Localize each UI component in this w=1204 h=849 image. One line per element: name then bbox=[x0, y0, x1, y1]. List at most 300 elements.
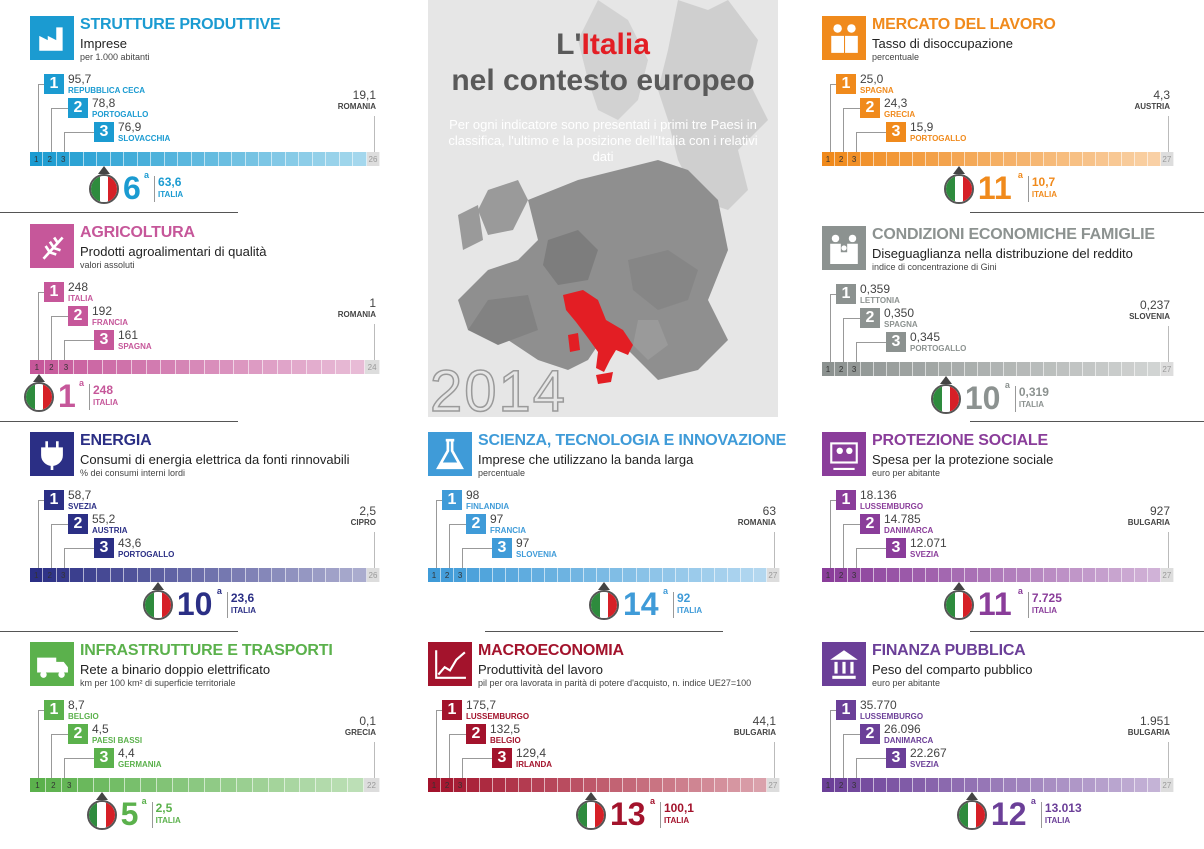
ranking-cell bbox=[545, 568, 558, 582]
ranking-cell: 2 bbox=[45, 360, 60, 374]
panel-title: CONDIZIONI ECONOMICHE FAMIGLIE bbox=[872, 226, 1155, 243]
last-rank-entry bbox=[276, 504, 376, 527]
ranking-cell bbox=[558, 568, 571, 582]
rank-number: 1 bbox=[836, 284, 856, 304]
italy-rank: 12 bbox=[990, 796, 1027, 832]
ranking-cell bbox=[70, 152, 83, 166]
ranking-cell bbox=[952, 362, 965, 376]
italy-rank-suffix: a bbox=[649, 796, 655, 806]
rank-entry-3 bbox=[94, 748, 294, 772]
rank-connector bbox=[38, 292, 44, 360]
panel-unit: % dei consumi interni lordi bbox=[80, 468, 186, 478]
ranking-cell bbox=[138, 152, 151, 166]
rank-entry-1 bbox=[44, 282, 244, 306]
ranking-cell bbox=[351, 360, 366, 374]
ranking-cell bbox=[913, 778, 926, 792]
rank-entry-1 bbox=[442, 700, 642, 724]
rank-entry-2 bbox=[68, 98, 268, 122]
ranking-cell bbox=[584, 778, 597, 792]
ranking-cell: 27 bbox=[767, 568, 780, 582]
ranking-cell bbox=[1122, 152, 1135, 166]
divider bbox=[1015, 386, 1016, 412]
last-connector bbox=[1168, 116, 1169, 152]
indicator-panel-energia bbox=[30, 432, 380, 632]
rank-number: 2 bbox=[68, 98, 88, 118]
family-icon bbox=[822, 226, 866, 270]
ranking-cell bbox=[1122, 362, 1135, 376]
ranking-cell bbox=[637, 568, 650, 582]
indicator-panel-scienza bbox=[428, 432, 787, 632]
ranking-cell: 24 bbox=[365, 360, 380, 374]
rank-number: 2 bbox=[466, 514, 486, 534]
rank-number: 3 bbox=[492, 538, 512, 558]
last-rank-entry bbox=[1070, 714, 1170, 737]
factory-icon bbox=[30, 16, 74, 60]
ranking-cell bbox=[173, 778, 189, 792]
italy-rank-suffix: a bbox=[1017, 586, 1023, 596]
ranking-cell bbox=[124, 568, 137, 582]
italy-rank-suffix: a bbox=[1030, 796, 1036, 806]
rank-number: 3 bbox=[886, 122, 906, 142]
rank-entry-2 bbox=[68, 724, 268, 748]
rank-country: SLOVACCHIA bbox=[118, 134, 171, 143]
ranking-cell bbox=[151, 568, 164, 582]
ranking-cell bbox=[861, 152, 874, 166]
ranking-cell bbox=[1031, 778, 1044, 792]
ranking-cell bbox=[900, 778, 913, 792]
italy-rank: 14 bbox=[623, 586, 659, 622]
ranking-cell bbox=[1070, 778, 1083, 792]
ranking-cell bbox=[336, 360, 351, 374]
ranking-cell bbox=[1044, 778, 1057, 792]
ranking-cell bbox=[689, 778, 702, 792]
italy-flag-icon bbox=[24, 382, 54, 412]
ranking-cell: 27 bbox=[1161, 362, 1174, 376]
ranking-cell: 2 bbox=[441, 778, 454, 792]
last-value: 44,1 bbox=[752, 714, 776, 728]
rank-country: SVEZIA bbox=[910, 550, 939, 559]
italy-value: 0,319 bbox=[1018, 385, 1049, 399]
last-connector bbox=[1168, 742, 1169, 778]
ranking-cell bbox=[506, 568, 519, 582]
rank-entry-1 bbox=[44, 700, 244, 724]
ranking-cell bbox=[1070, 152, 1083, 166]
ranking-cell: 3 bbox=[848, 152, 861, 166]
ranking-cell bbox=[1031, 362, 1044, 376]
rank-number: 1 bbox=[442, 700, 462, 720]
rank-country: PORTOGALLO bbox=[118, 550, 175, 559]
last-connector bbox=[374, 742, 375, 778]
ranking-cell bbox=[353, 568, 366, 582]
rank-number: 2 bbox=[860, 514, 880, 534]
italy-label: ITALIA bbox=[155, 816, 181, 825]
italy-position bbox=[24, 376, 244, 416]
ranking-cell: 2 bbox=[46, 778, 62, 792]
ranking-cell bbox=[176, 360, 191, 374]
ranking-cell: 3 bbox=[62, 778, 78, 792]
ranking-cell bbox=[965, 152, 978, 166]
ranking-cell bbox=[299, 152, 312, 166]
last-country: ROMANIA bbox=[737, 518, 776, 527]
ranking-cell bbox=[1031, 568, 1044, 582]
ranking-cell bbox=[887, 568, 900, 582]
ranking-cell: 3 bbox=[454, 568, 467, 582]
ranking-cell bbox=[219, 152, 232, 166]
separator bbox=[970, 212, 1204, 213]
rank-entry-1 bbox=[44, 490, 244, 514]
ranking-cell bbox=[978, 152, 991, 166]
last-rank-entry bbox=[676, 504, 776, 527]
ranking-cell: 3 bbox=[454, 778, 467, 792]
italy-rank: 10 bbox=[176, 586, 213, 622]
separator bbox=[970, 631, 1204, 632]
ranking-bar bbox=[428, 568, 780, 582]
rank-country: SPAGNA bbox=[860, 86, 894, 95]
rank-value: 78,8 bbox=[92, 96, 116, 110]
ranking-cell bbox=[292, 360, 307, 374]
rank-connector bbox=[856, 548, 886, 568]
rank-country: SPAGNA bbox=[884, 320, 918, 329]
ranking-bar bbox=[822, 778, 1174, 792]
rank-country: LUSSEMBURGO bbox=[860, 712, 924, 721]
italy-position bbox=[143, 584, 363, 624]
rank-country: SVEZIA bbox=[68, 502, 97, 511]
rank-number: 3 bbox=[94, 122, 114, 142]
panel-unit: pil per ora lavorata in parità di potere d'acquisto, n. indice UE27=100 bbox=[478, 678, 752, 688]
panel-subtitle: Imprese bbox=[80, 36, 127, 51]
ranking-cell bbox=[991, 362, 1004, 376]
panel-subtitle: Imprese che utilizzano la banda larga bbox=[478, 452, 694, 467]
ranking-cell bbox=[94, 778, 110, 792]
divider bbox=[1028, 592, 1029, 618]
ranking-cell bbox=[285, 778, 301, 792]
ranking-cell bbox=[132, 360, 147, 374]
ranking-cell bbox=[300, 778, 316, 792]
rank-value: 161 bbox=[118, 328, 139, 342]
ranking-cell bbox=[316, 778, 332, 792]
ranking-cell bbox=[610, 778, 623, 792]
last-country: CIPRO bbox=[350, 518, 376, 527]
ranking-cell: 2 bbox=[835, 568, 848, 582]
rank-value: 76,9 bbox=[118, 120, 142, 134]
rank-country: AUSTRIA bbox=[92, 526, 128, 535]
pointer-icon bbox=[33, 374, 45, 382]
last-country: BULGARIA bbox=[1127, 728, 1170, 737]
ranking-cell bbox=[663, 778, 676, 792]
ranking-cell: 2 bbox=[441, 568, 454, 582]
rank-entry-1 bbox=[836, 490, 1036, 514]
rank-number: 1 bbox=[836, 490, 856, 510]
rank-connector bbox=[64, 548, 94, 568]
ranking-bar bbox=[428, 778, 780, 792]
italy-label: ITALIA bbox=[1031, 606, 1058, 615]
rank-connector bbox=[38, 710, 44, 778]
ranking-cell bbox=[913, 568, 926, 582]
rank-country: REPUBBLICA CECA bbox=[68, 86, 146, 95]
rank-value: 22.267 bbox=[910, 746, 947, 760]
panel-subtitle: Rete a binario doppio elettrificato bbox=[80, 662, 271, 677]
ranking-cell bbox=[874, 568, 887, 582]
ranking-cell bbox=[205, 568, 218, 582]
ranking-cell bbox=[900, 362, 913, 376]
year-label: 2014 bbox=[430, 359, 568, 417]
ranking-cell bbox=[1109, 362, 1122, 376]
ranking-cell bbox=[117, 360, 132, 374]
ranking-cell bbox=[926, 778, 939, 792]
title-prefix: L' bbox=[556, 28, 582, 61]
italy-rank: 1 bbox=[58, 378, 76, 414]
ranking-cell bbox=[1122, 568, 1135, 582]
ranking-cell bbox=[676, 778, 689, 792]
ranking-cell bbox=[1031, 152, 1044, 166]
rank-connector bbox=[856, 758, 886, 778]
ranking-cell: 26 bbox=[367, 152, 380, 166]
panel-title: INFRASTRUTTURE E TRASPORTI bbox=[80, 642, 333, 659]
italy-flag-icon bbox=[576, 800, 606, 830]
panel-title: SCIENZA, TECNOLOGIA E INNOVAZIONE bbox=[478, 432, 787, 449]
rank-entry-2 bbox=[860, 724, 1060, 748]
rank-connector bbox=[64, 758, 94, 778]
ranking-cell bbox=[70, 568, 83, 582]
truck-icon bbox=[30, 642, 74, 686]
ranking-cell bbox=[1004, 362, 1017, 376]
rank-value: 95,7 bbox=[68, 72, 92, 86]
italy-rank-suffix: a bbox=[216, 586, 222, 596]
rank-connector bbox=[830, 294, 836, 362]
ranking-cell bbox=[480, 778, 493, 792]
ranking-cell bbox=[1017, 152, 1030, 166]
italy-rank-suffix: a bbox=[79, 378, 85, 388]
indicator-panel-mercato bbox=[822, 16, 1174, 216]
ranking-cell: 3 bbox=[848, 568, 861, 582]
indicator-panel-protezione bbox=[822, 432, 1174, 632]
rank-value: 98 bbox=[466, 488, 480, 502]
ranking-cell bbox=[991, 778, 1004, 792]
ranking-cell: 1 bbox=[428, 568, 441, 582]
ranking-cell: 2 bbox=[835, 778, 848, 792]
rank-connector bbox=[38, 84, 44, 152]
ranking-cell bbox=[340, 152, 353, 166]
italy-position bbox=[957, 794, 1177, 834]
indicator-panel-macroeconomia bbox=[428, 642, 780, 842]
title-highlight: Italia bbox=[581, 28, 650, 61]
ranking-cell bbox=[1057, 362, 1070, 376]
last-connector bbox=[774, 742, 775, 778]
ranking-cell bbox=[161, 360, 176, 374]
ranking-cell bbox=[269, 778, 285, 792]
ranking-cell bbox=[253, 778, 269, 792]
pointer-icon bbox=[98, 166, 110, 174]
rank-number: 2 bbox=[68, 306, 88, 326]
panel-unit: euro per abitante bbox=[872, 468, 941, 478]
ranking-cell bbox=[913, 152, 926, 166]
pointer-icon bbox=[598, 582, 610, 590]
last-rank-entry bbox=[276, 714, 376, 737]
ranking-cell: 22 bbox=[364, 778, 380, 792]
divider bbox=[673, 592, 674, 618]
ranking-cell: 2 bbox=[835, 152, 848, 166]
panel-subtitle: Prodotti agroalimentari di qualità bbox=[80, 244, 267, 259]
ranking-cell bbox=[532, 778, 545, 792]
rank-number: 2 bbox=[860, 724, 880, 744]
europe-map-icon bbox=[428, 0, 778, 417]
ranking-cell bbox=[259, 152, 272, 166]
rank-value: 43,6 bbox=[118, 536, 142, 550]
rank-country: DANIMARCA bbox=[884, 736, 934, 745]
indicator-panel-agricoltura bbox=[30, 224, 380, 424]
ranking-cell bbox=[125, 778, 141, 792]
ranking-cell bbox=[1135, 152, 1148, 166]
ranking-cell bbox=[322, 360, 337, 374]
rank-country: GERMANIA bbox=[118, 760, 162, 769]
separator bbox=[970, 421, 1204, 422]
italy-value: 248 bbox=[93, 383, 114, 397]
ranking-cell bbox=[939, 568, 952, 582]
last-rank-entry bbox=[1070, 298, 1170, 321]
rank-value: 35.770 bbox=[860, 698, 897, 712]
last-rank-entry bbox=[276, 296, 376, 319]
panel-subtitle: Consumi di energia elettrica da fonti rinnovabili bbox=[80, 452, 350, 467]
ranking-cell bbox=[84, 568, 97, 582]
care-icon bbox=[822, 432, 866, 476]
italy-label: ITALIA bbox=[230, 606, 257, 615]
ranking-cell bbox=[991, 568, 1004, 582]
ranking-cell bbox=[1004, 778, 1017, 792]
divider bbox=[660, 802, 661, 828]
ranking-cell bbox=[1044, 568, 1057, 582]
ranking-cell bbox=[741, 778, 754, 792]
italy-label: ITALIA bbox=[1018, 400, 1045, 409]
ranking-cell: 1 bbox=[822, 778, 835, 792]
rank-entry-2 bbox=[860, 514, 1060, 538]
ranking-cell bbox=[219, 568, 232, 582]
rank-country: IRLANDA bbox=[516, 760, 552, 769]
italy-value: 2,5 bbox=[155, 801, 173, 815]
rank-entry-3 bbox=[492, 748, 692, 772]
rank-connector bbox=[38, 500, 44, 568]
rank-entry-1 bbox=[44, 74, 244, 98]
pointer-icon bbox=[585, 792, 597, 800]
ranking-bar bbox=[30, 778, 380, 792]
italy-label: ITALIA bbox=[677, 606, 703, 615]
ranking-cell bbox=[926, 362, 939, 376]
divider bbox=[1041, 802, 1042, 828]
ranking-bar bbox=[30, 568, 380, 582]
rank-country: SPAGNA bbox=[118, 342, 152, 351]
indicator-panel-finanza bbox=[822, 642, 1174, 842]
italy-rank: 6 bbox=[123, 170, 141, 206]
rank-value: 97 bbox=[516, 536, 530, 550]
ranking-cell bbox=[506, 778, 519, 792]
ranking-cell bbox=[874, 362, 887, 376]
divider bbox=[154, 176, 155, 202]
italy-position bbox=[589, 584, 809, 624]
ranking-cell: 3 bbox=[848, 362, 861, 376]
ranking-cell bbox=[190, 360, 205, 374]
ranking-cell bbox=[519, 778, 532, 792]
ranking-cell bbox=[900, 568, 913, 582]
rank-entry-3 bbox=[94, 122, 294, 146]
italy-rank: 13 bbox=[609, 796, 646, 832]
ranking-cell bbox=[1057, 778, 1070, 792]
last-country: ROMANIA bbox=[337, 310, 376, 319]
italy-flag-icon bbox=[89, 174, 119, 204]
rank-connector bbox=[64, 132, 94, 152]
ranking-cell bbox=[221, 778, 237, 792]
rank-entry-2 bbox=[860, 308, 1060, 332]
rank-entry-3 bbox=[94, 538, 294, 562]
rank-entry-3 bbox=[94, 330, 294, 354]
rank-connector bbox=[436, 500, 442, 568]
ranking-bar bbox=[30, 360, 380, 374]
ranking-cell bbox=[165, 152, 178, 166]
ranking-cell bbox=[97, 152, 110, 166]
ranking-cell: 2 bbox=[43, 152, 56, 166]
last-value: 1 bbox=[369, 296, 376, 310]
italy-flag-icon bbox=[944, 590, 974, 620]
rank-number: 3 bbox=[94, 748, 114, 768]
rank-country: PORTOGALLO bbox=[910, 344, 967, 353]
rank-country: BELGIO bbox=[68, 712, 99, 721]
map-title bbox=[428, 28, 778, 62]
ranking-cell bbox=[1148, 152, 1161, 166]
ranking-cell: 2 bbox=[43, 568, 56, 582]
ranking-bar bbox=[822, 362, 1174, 376]
rank-number: 3 bbox=[94, 538, 114, 558]
italy-value: 7.725 bbox=[1031, 591, 1062, 605]
ranking-cell: 27 bbox=[1161, 778, 1174, 792]
italy-rank: 11 bbox=[977, 586, 1012, 622]
last-country: AUSTRIA bbox=[1134, 102, 1170, 111]
workers-icon bbox=[822, 16, 866, 60]
rank-connector bbox=[462, 758, 492, 778]
rank-number: 2 bbox=[68, 724, 88, 744]
italy-value: 100,1 bbox=[663, 801, 694, 815]
ranking-cell bbox=[1096, 152, 1109, 166]
rank-entry-3 bbox=[886, 748, 1086, 772]
rank-value: 0,359 bbox=[860, 282, 891, 296]
rank-number: 1 bbox=[836, 700, 856, 720]
map-description: Per ogni indicatore sono presentati i primi tre Paesi in classifica, l'ultimo e la posizione dell'Italia con i relativi dati bbox=[448, 117, 758, 164]
rank-number: 3 bbox=[886, 332, 906, 352]
ranking-cell bbox=[353, 152, 366, 166]
panel-unit: per 1.000 abitanti bbox=[80, 52, 150, 62]
rank-value: 55,2 bbox=[92, 512, 116, 526]
ranking-cell: 1 bbox=[30, 568, 43, 582]
ranking-cell bbox=[952, 152, 965, 166]
ranking-bar bbox=[822, 568, 1174, 582]
rank-number: 1 bbox=[44, 700, 64, 720]
last-rank-entry bbox=[676, 714, 776, 737]
ranking-cell bbox=[1044, 152, 1057, 166]
ranking-cell bbox=[1083, 568, 1096, 582]
ranking-cell bbox=[189, 778, 205, 792]
ranking-cell bbox=[97, 568, 110, 582]
rank-country: DANIMARCA bbox=[884, 526, 934, 535]
ranking-cell bbox=[1109, 568, 1122, 582]
ranking-cell bbox=[232, 152, 245, 166]
ranking-cell bbox=[493, 778, 506, 792]
ranking-cell bbox=[1044, 362, 1057, 376]
italy-position bbox=[944, 168, 1164, 208]
ranking-cell bbox=[887, 152, 900, 166]
last-connector bbox=[774, 532, 775, 568]
last-connector bbox=[374, 532, 375, 568]
ranking-cell bbox=[702, 568, 715, 582]
last-rank-entry bbox=[276, 88, 376, 111]
ranking-cell bbox=[1070, 362, 1083, 376]
ranking-cell bbox=[141, 778, 157, 792]
